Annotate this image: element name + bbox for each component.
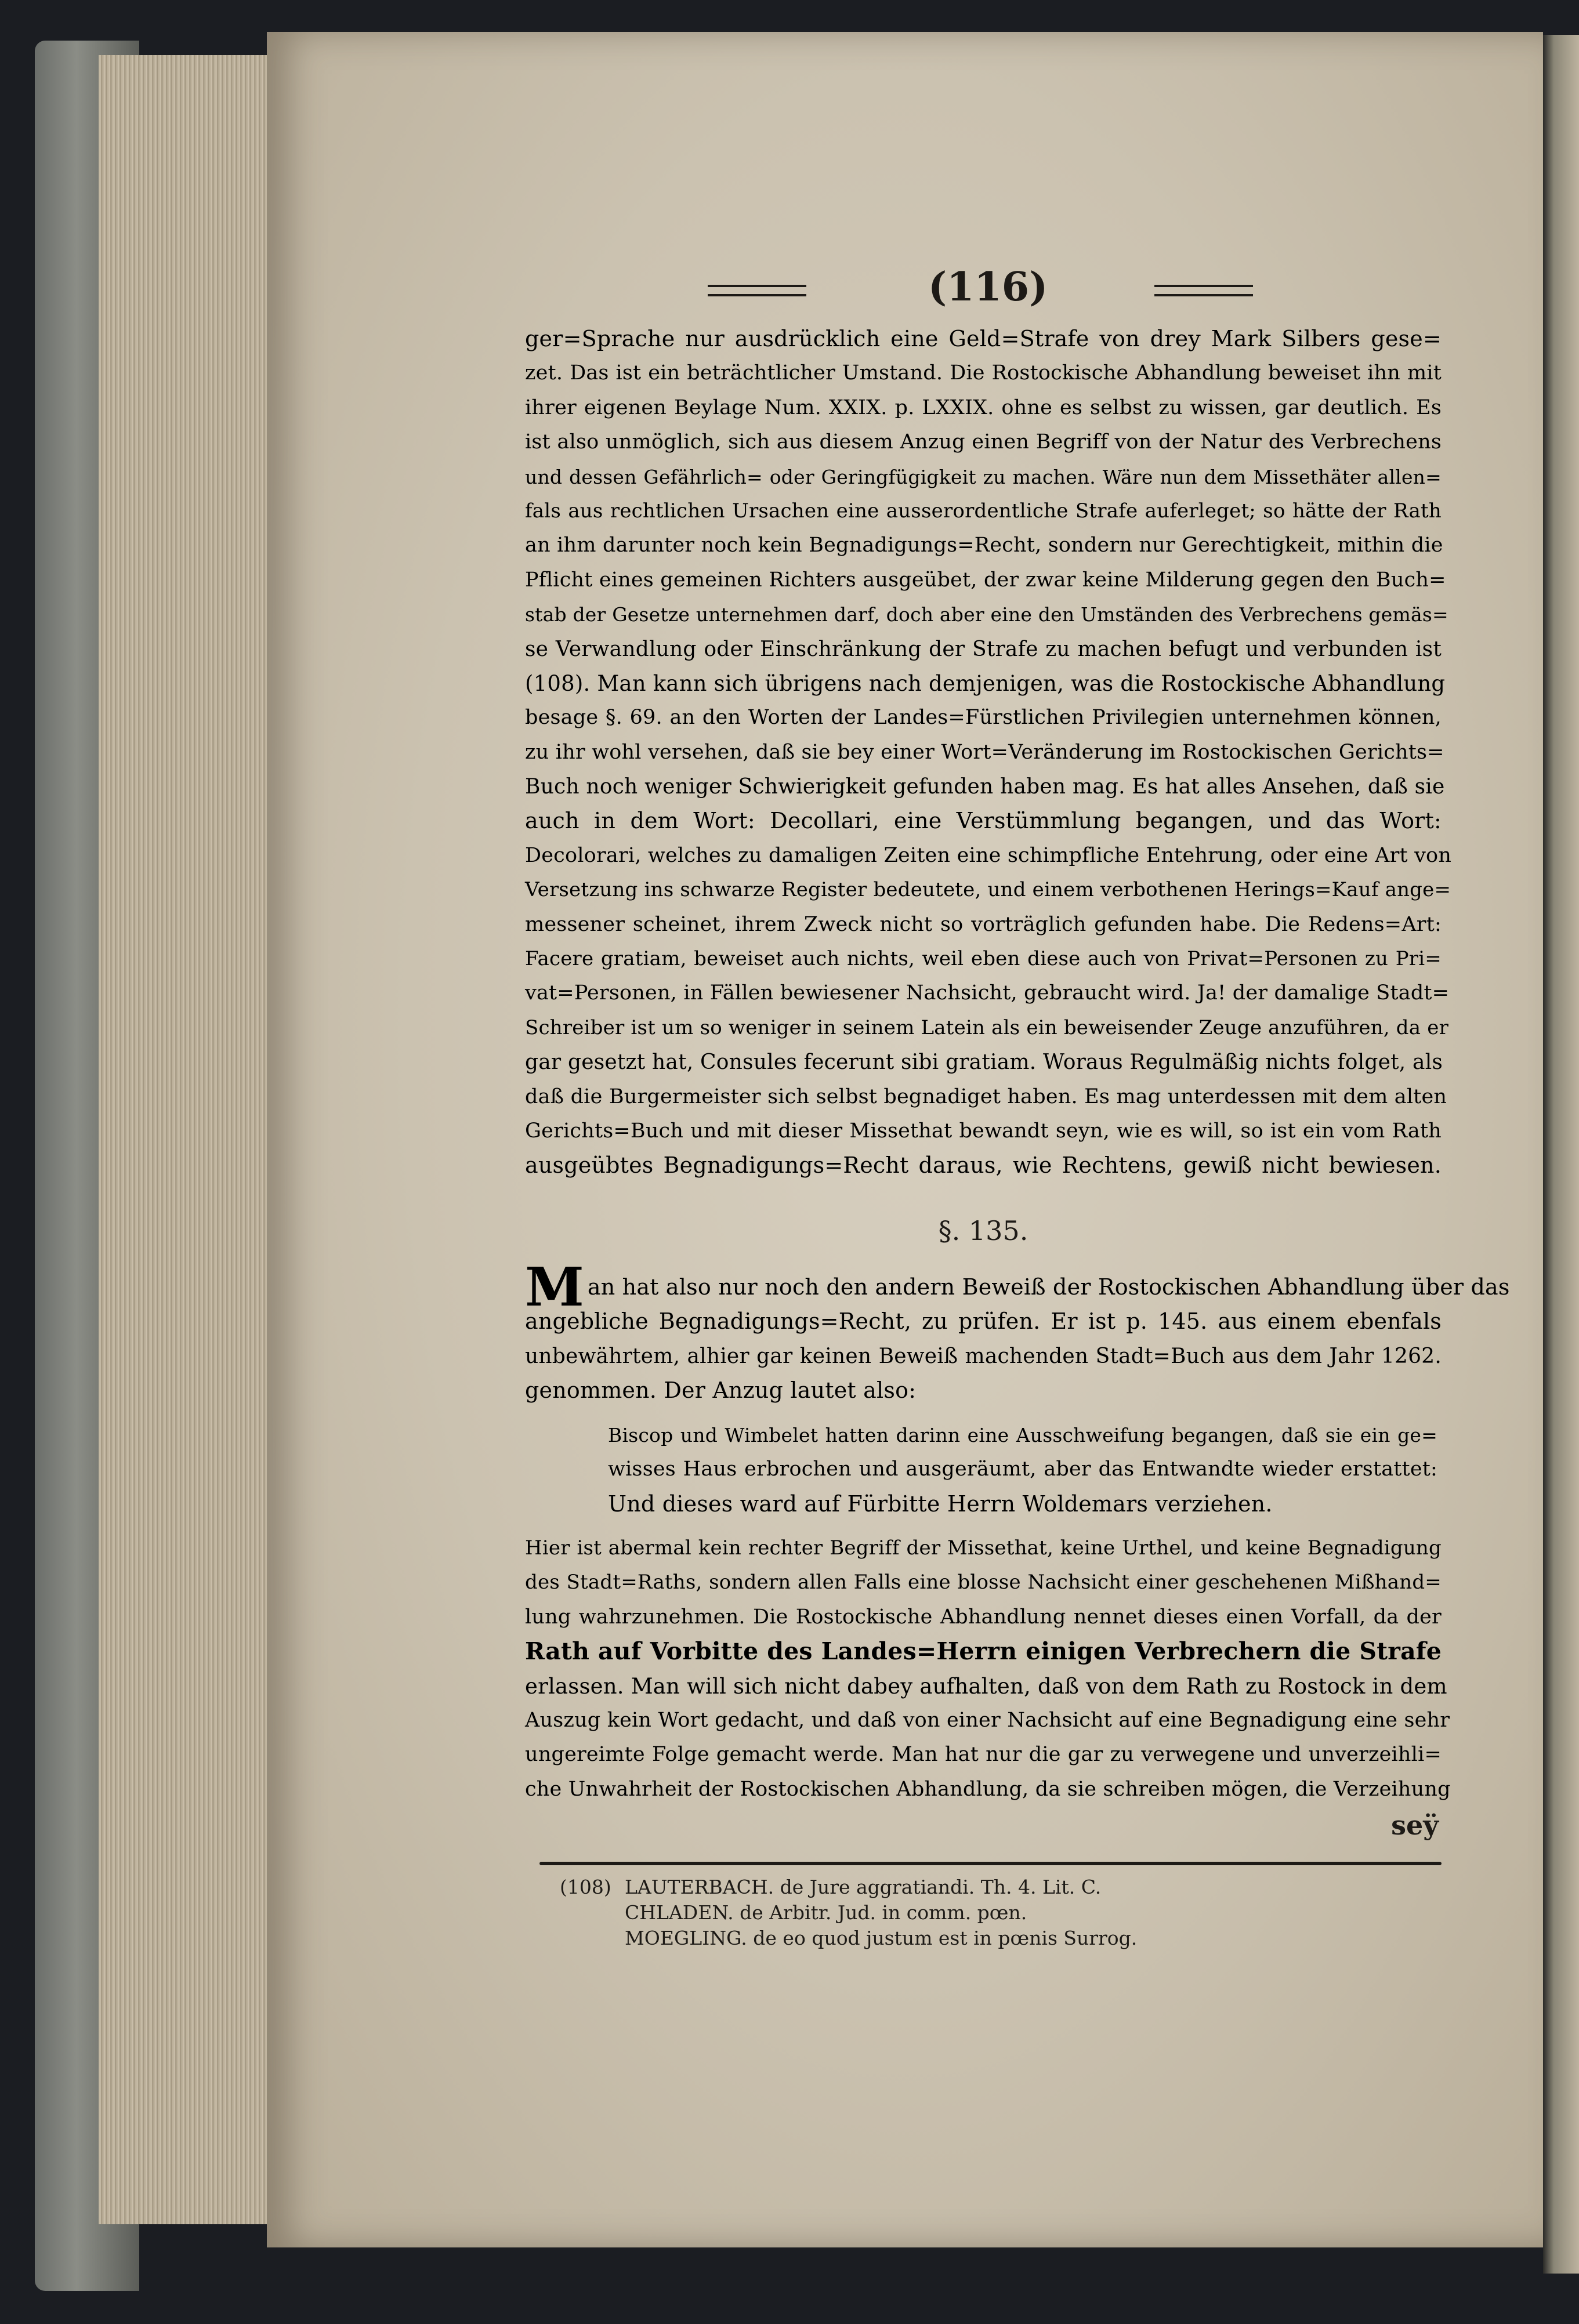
quote-line: wisses Haus erbrochen und ausgeräumt, aber das Entwandte wieder erstattet: (608, 1458, 1437, 1481)
text-line: daß die Burgermeister sich selbst begnadiget haben. Es mag unterdessen mit dem alten (525, 1085, 1447, 1108)
text-line-emphasis: Rath auf Vorbitte des Landes=Herrn einigen Verbrechern die Strafe (525, 1637, 1442, 1666)
body-paragraph (525, 322, 1452, 1183)
text-line: zu ihr wohl versehen, daß sie bey einer Wort=Veränderung im Rostockischen Gerichts= (525, 740, 1444, 764)
closing-paragraph (525, 1531, 1451, 1807)
drop-cap: M (525, 1256, 584, 1318)
section-paragraph (525, 1256, 1510, 1408)
text-line: an hat also nur noch den andern Beweiß der Rostockischen Abhandlung über das (587, 1274, 1510, 1300)
text-line: ihrer eigenen Beylage Num. XXIX. p. LXXIX. ohne es selbst zu wissen, gar deutlich. Es (525, 396, 1442, 419)
text-line: lung wahrzunehmen. Die Rostockische Abhandlung nennet dieses einen Vorfall, da der (525, 1605, 1442, 1629)
text-line: Decolorari, welches zu damaligen Zeiten eine schimpfliche Entehrung, oder eine Art von (525, 843, 1452, 867)
text-line: Auszug kein Wort gedacht, und daß von einer Nachsicht auf eine Begnadigung eine sehr (525, 1708, 1450, 1732)
text-line: an ihm darunter noch kein Begnadigungs=Recht, sondern nur Gerechtigkeit, mithin die (525, 534, 1443, 557)
text-line: Hier ist abermal kein rechter Begriff der Missethat, keine Urthel, und keine Begnadigung (525, 1536, 1442, 1560)
page-header (708, 264, 1253, 310)
quote-line: Biscop und Wimbelet hatten darinn eine Ausschweifung begangen, daß sie ein ge= (608, 1424, 1437, 1446)
text-line: ist also unmöglich, sich aus diesem Anzug einen Begriff von der Natur des Verbrechens (525, 430, 1442, 454)
text-line: Gerichts=Buch und mit dieser Missethat bewandt seyn, wie es will, so ist ein vom Rath (525, 1119, 1442, 1143)
text-line: ungereimte Folge gemacht werde. Man hat nur die gar zu verwegene und unverzeihli= (525, 1743, 1442, 1767)
text-line: se Verwandlung oder Einschränkung der Strafe zu machen befugt und verbunden ist (525, 637, 1442, 661)
text-line: Versetzung ins schwarze Register bedeutete, und einem verbothenen Herings=Kauf ange= (525, 878, 1451, 902)
quote-line: Und dieses ward auf Fürbitte Herrn Woldemars verziehen. (608, 1491, 1273, 1517)
text-line: Facere gratiam, beweiset auch nichts, weil eben diese auch von Privat=Personen zu Pri= (525, 947, 1442, 971)
footnote-number: (108) (560, 1876, 611, 1898)
text-line: des Stadt=Raths, sondern allen Falls eine blosse Nachsicht einer geschehenen Mißhand= (525, 1571, 1442, 1594)
catchword: seÿ (1391, 1810, 1439, 1841)
text-line: und dessen Gefährlich= oder Geringfügigkeit zu machen. Wäre nun dem Missethäter allen= (525, 465, 1442, 488)
text-line: Pflicht eines gemeinen Richters ausgeübet, der zwar keine Milderung gegen den Buch= (525, 568, 1446, 592)
text-line: ger=Sprache nur ausdrücklich eine Geld=Strafe von drey Mark Silbers gese= (525, 326, 1442, 351)
text-line: gar gesetzt hat, Consules fecerunt sibi gratiam. Woraus Regulmäßig nichts folget, als (525, 1050, 1443, 1075)
text-line: angebliche Begnadigungs=Recht, zu prüfen. Er ist p. 145. aus einem ebenfals (525, 1308, 1442, 1335)
text-line: unbewährtem, alhier gar keinen Beweiß machenden Stadt=Buch aus dem Jahr 1262. (525, 1344, 1442, 1368)
text-line: vat=Personen, in Fällen bewiesener Nachsicht, gebraucht wird. Ja! der damalige Stadt= (525, 981, 1450, 1005)
text-line: auch in dem Wort: Decollari, eine Verstümmlung begangen, und das Wort: (525, 808, 1442, 834)
text-line: zet. Das ist ein beträchtlicher Umstand. Die Rostockische Abhandlung beweiset ihn mit (525, 361, 1442, 385)
facing-page-edge (1543, 35, 1579, 2274)
text-line: che Unwahrheit der Rostockischen Abhandlung, da sie schreiben mögen, die Verzeihung (525, 1777, 1451, 1801)
footnote-text: CHLADEN. de Arbitr. Jud. in comm. pœn. (625, 1901, 1027, 1924)
text-line: (108). Man kann sich übrigens nach demjenigen, was die Rostockische Abhandlung (525, 670, 1446, 696)
text-line: besage §. 69. an den Worten der Landes=Fürstlichen Privilegien unternehmen können, (525, 706, 1442, 730)
header-rule-right (1154, 285, 1253, 296)
page-number: (116) (928, 264, 1048, 310)
text-line: messener scheinet, ihrem Zweck nicht so vorträglich gefunden habe. Die Redens=Art: (525, 912, 1442, 936)
page-stack-edge (99, 55, 273, 2224)
footnote-text: LAUTERBACH. de Jure aggratiandi. Th. 4. Lit. C. (625, 1876, 1102, 1898)
footnote-rule (539, 1862, 1442, 1865)
text-line: Schreiber ist um so weniger in seinem Latein als ein beweisender Zeuge anzuführen, da er (525, 1016, 1449, 1039)
text-line: genommen. Der Anzug lautet also: (525, 1377, 917, 1404)
section-heading: §. 135. (938, 1215, 1028, 1246)
footnote-line (560, 1900, 1256, 1926)
footnotes (560, 1875, 1256, 1951)
text-line: fals aus rechtlichen Ursachen eine ausserordentliche Strafe auferleget; so hätte der Rath (525, 499, 1442, 523)
text-line: stab der Gesetze unternehmen darf, doch aber eine den Umständen des Verbrechens gemäs= (525, 603, 1448, 626)
footnote-line (560, 1875, 1256, 1900)
header-rule-left (708, 285, 806, 296)
text-line: Buch noch weniger Schwierigkeit gefunden haben mag. Es hat alles Ansehen, daß sie (525, 775, 1445, 799)
block-quote (608, 1418, 1437, 1521)
footnote-line (560, 1926, 1256, 1951)
footnote-text: MOEGLING. de eo quod justum est in pœnis Surrog. (625, 1927, 1138, 1949)
text-line: erlassen. Man will sich nicht dabey aufhalten, daß von dem Rath zu Rostock in dem (525, 1673, 1447, 1699)
text-line: ausgeübtes Begnadigungs=Recht daraus, wie Rechtens, gewiß nicht bewiesen. (525, 1152, 1442, 1179)
